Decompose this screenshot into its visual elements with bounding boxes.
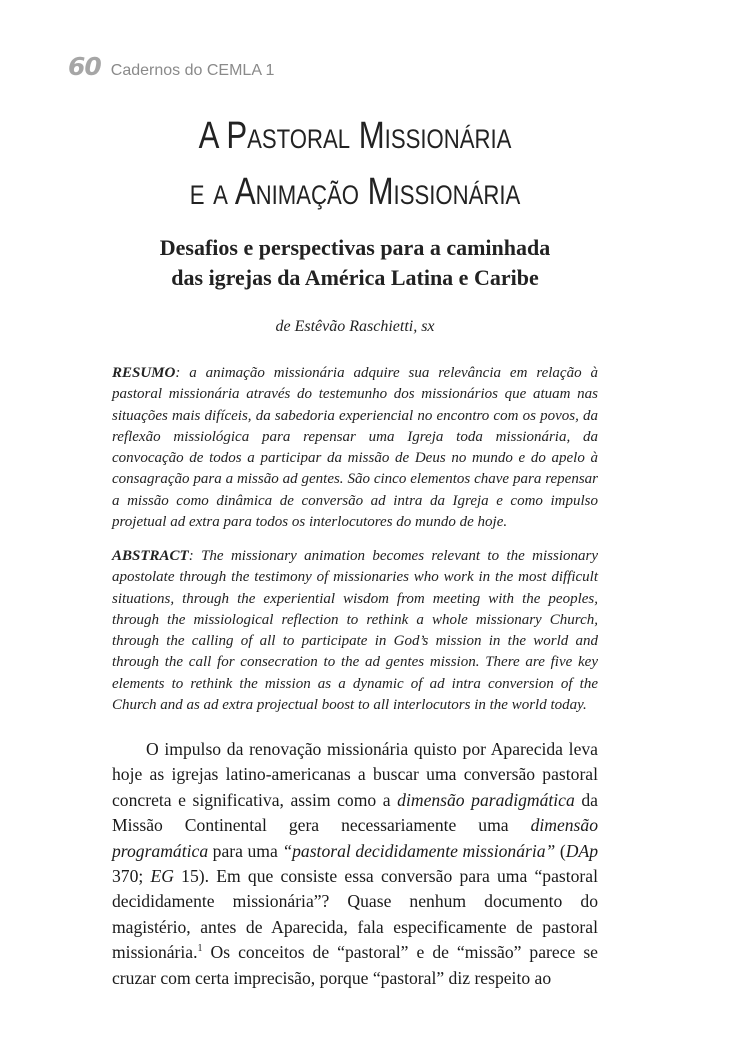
- body-italic: “pastoral decididamente missionária”: [282, 840, 556, 861]
- abstract-text: : The missionary animation becomes relevant to the missionary apostolate through the testimony of missionaries who work in the most difficult situations, through the experiential wisdom from meeting with the peoples, through the missiological reflection to rethink a whole missionary Church, through the calling of all to participate in God’s mission in the world and through the call for consecration to the ad gentes mission. There are five key elements to rethink the mission as a dynamic of ad intra conversion of the Church and as ad extra projectual boost to all interlocutors in the world today.: [112, 548, 598, 714]
- title-line-2: e a Animação Missionária: [189, 171, 521, 213]
- running-header: [68, 52, 274, 81]
- abstract-paragraph: [112, 546, 598, 716]
- body-text: Os conceitos de “pastoral” e de “missão” parece se cruzar com certa imprecisão, porque “pastoral” diz respeito ao: [112, 942, 598, 988]
- body-text: 370;: [112, 866, 151, 887]
- author-byline: de Estêvão Raschietti, sx: [275, 318, 435, 335]
- article-title: [112, 108, 598, 220]
- article-subtitle: [112, 233, 598, 293]
- body-italic: dimensão programática: [112, 815, 598, 861]
- body-text: para uma: [208, 840, 283, 861]
- resumo-label: RESUMO: [112, 365, 176, 381]
- abstract-label: ABSTRACT: [112, 548, 189, 564]
- journal-title: Cadernos do CEMLA 1: [110, 62, 275, 79]
- body-text: da Missão Continental gera necessariamente uma: [112, 789, 598, 836]
- body-text: O impulso da renovação missionária quisto por Aparecida leva hoje as igrejas latino-americanas a buscar uma conversão pastoral concreta e significativa, assim como a: [112, 739, 598, 810]
- body-text: (: [555, 840, 566, 861]
- title-line-1: A Pastoral Missionária: [198, 115, 512, 157]
- body-italic: DAp: [565, 840, 598, 861]
- body-paragraph: [112, 737, 598, 991]
- resumo-paragraph: [112, 363, 598, 533]
- page-number: 60: [68, 52, 101, 81]
- body-italic: dimensão paradigmática: [397, 789, 575, 810]
- subtitle-line-2: das igrejas da América Latina e Caribe: [171, 265, 539, 290]
- body-italic: EG: [150, 866, 174, 887]
- resumo-text: : a animação missionária adquire sua relevância em relação à pastoral missionária através do testemunho dos missionários que atuam nas situações mais difíceis, da sabedoria experiencial no encontro com os povos, da reflexão missiológica para repensar uma Igreja toda missionária, da convocação de todos a participar da missão de Deus no mundo e do apelo à consagração para a missão ad gentes. São cinco elementos chave para repensar a missão como dinâmica de conversão ad intra da Igreja e como impulso projetual ad extra para todos os interlocutores do mundo de hoje.: [112, 365, 598, 531]
- body-text: 15). Em que consiste essa conversão para uma “pastoral decididamente missionária”? Quase nenhum documento do magistério, antes de Aparecida, fala especificamente de pastoral missionária.: [112, 866, 598, 963]
- subtitle-line-1: Desafios e perspectivas para a caminhada: [159, 235, 551, 260]
- footnote-reference[interactable]: 1: [197, 943, 203, 955]
